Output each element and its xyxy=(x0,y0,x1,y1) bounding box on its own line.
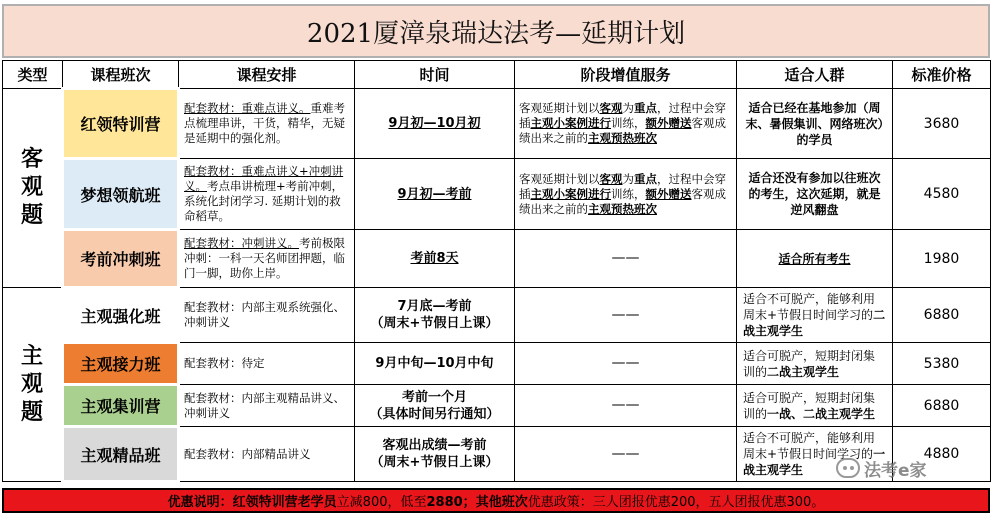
table-header-row xyxy=(3,61,991,89)
header-schedule: 课程安排 xyxy=(179,61,355,89)
table-row xyxy=(3,230,991,288)
stage-service: —— xyxy=(515,230,737,288)
standard-price: 4880 xyxy=(893,427,991,482)
category-subjective xyxy=(3,288,63,482)
header-course: 课程班次 xyxy=(63,61,179,89)
course-schedule xyxy=(179,159,355,230)
header-time: 时间 xyxy=(355,61,515,89)
watermark xyxy=(836,454,927,482)
course-name: 主观精品班 xyxy=(63,427,179,482)
header-service: 阶段增值服务 xyxy=(515,61,737,89)
course-plan-table xyxy=(2,60,991,483)
category-objective-label: 客观题 xyxy=(20,147,43,228)
category-objective xyxy=(3,89,63,288)
schedule-detail: 考前极限冲刺：一科一天名师团押题，临门一脚，助你上岸。 xyxy=(184,236,345,280)
stage-service: —— xyxy=(515,288,737,343)
header-type: 类型 xyxy=(3,61,63,89)
stage-service: 客观延期计划以客观为重点，过程中会穿插主观小案例进行训练，额外赠送客观成绩出来之前的主观预热班次 xyxy=(515,89,737,159)
target-audience: 适合不可脱产，能够利用周末+节假日时间学习的一战主观学生 xyxy=(737,427,893,482)
stage-service: —— xyxy=(515,343,737,385)
header-audience: 适合人群 xyxy=(737,61,893,89)
course-name: 考前冲刺班 xyxy=(63,230,179,288)
standard-price: 4580 xyxy=(893,159,991,230)
standard-price: 6880 xyxy=(893,288,991,343)
wechat-bubble-icon xyxy=(836,458,860,478)
course-time xyxy=(355,385,515,427)
course-schedule: 配套教材：内部主观系统强化、冲刺讲义 xyxy=(179,288,355,343)
course-name: 主观集训营 xyxy=(63,385,179,427)
target-audience: 适合不可脱产，能够利用周末+节假日时间学习的二战主观学生 xyxy=(737,288,893,343)
time-range: 9月中旬—10月中旬 xyxy=(375,356,494,371)
standard-price: 1980 xyxy=(893,230,991,288)
table-row xyxy=(3,288,991,343)
discount-note: 优惠说明： 红领特训营老学员 立减800，低至 2880； 其他班次 优惠政策：三人团报优惠200，五人团报优惠300。 xyxy=(2,488,990,513)
watermark-text: 法考e家 xyxy=(864,460,927,481)
course-time xyxy=(355,343,515,385)
schedule-material: 配套教材：重难点讲义+冲刺讲义。 xyxy=(184,164,344,193)
time-note: （具体时间另行通知） xyxy=(369,406,500,422)
course-name: 主观接力班 xyxy=(63,343,179,385)
time-range: 考前一个月 xyxy=(401,389,467,405)
course-schedule xyxy=(179,89,355,159)
course-schedule xyxy=(179,230,355,288)
course-schedule: 配套教材：内部精品讲义 xyxy=(179,427,355,482)
course-schedule: 配套教材：内部主观精品讲义、冲刺讲义 xyxy=(179,385,355,427)
course-time xyxy=(355,427,515,482)
course-time xyxy=(355,89,515,159)
discount-label: 优惠说明： xyxy=(167,495,233,510)
course-time xyxy=(355,159,515,230)
header-price: 标准价格 xyxy=(893,61,991,89)
course-time xyxy=(355,230,515,288)
stage-service: —— xyxy=(515,427,737,482)
time-range: 7月底—考前 xyxy=(397,299,472,314)
stage-service: 客观延期计划以客观为重点，过程中会穿插主观小案例进行训练，额外赠送客观成绩出来之前的主观预热班次 xyxy=(515,159,737,230)
standard-price: 6880 xyxy=(893,385,991,427)
schedule-material: 配套教材：重难点讲义。 xyxy=(184,101,311,115)
category-subjective-label: 主观题 xyxy=(20,343,43,425)
time-range: 9月初—考前 xyxy=(397,186,472,202)
table-row xyxy=(3,343,991,385)
standard-price: 5380 xyxy=(893,343,991,385)
time-range: 9月初—10月初 xyxy=(388,116,481,131)
course-name: 红领特训营 xyxy=(63,89,179,159)
course-name: 梦想领航班 xyxy=(63,159,179,230)
time-note: （周末+节假日上课） xyxy=(370,455,499,470)
stage-service: —— xyxy=(515,385,737,427)
target-audience: 适合所有考生 xyxy=(737,230,893,288)
schedule-detail: 考点串讲梳理+考前冲刺，系统化封闭学习. 延期计划的救命稻草。 xyxy=(184,179,344,223)
time-range: 考前8天 xyxy=(410,251,459,266)
schedule-detail: 重难考点梳理串讲，干货，精华，无疑是延期中的强化剂。 xyxy=(184,101,345,145)
table-row xyxy=(3,159,991,230)
page-title: 2021厦漳泉瑞达法考—延期计划 xyxy=(2,4,990,58)
standard-price: 3680 xyxy=(893,89,991,159)
target-audience: 适合可脱产，短期封闭集训的二战主观学生 xyxy=(737,343,893,385)
schedule-material: 配套教材：冲刺讲义。 xyxy=(184,236,299,250)
course-schedule: 配套教材：待定 xyxy=(179,343,355,385)
course-time xyxy=(355,288,515,343)
time-note: （周末+节假日上课） xyxy=(370,316,499,331)
target-audience: 适合还没有参加以往班次的考生，这次延期，就是逆风翻盘 xyxy=(737,159,893,230)
table-row xyxy=(3,89,991,159)
time-range: 客观出成绩—考前 xyxy=(382,438,487,453)
table-row xyxy=(3,385,991,427)
course-name: 主观强化班 xyxy=(63,288,179,343)
target-audience: 适合已经在基地参加（周末、暑假集训、网络班次）的学员 xyxy=(737,89,893,159)
target-audience: 适合可脱产，短期封闭集训的一战、二战主观学生 xyxy=(737,385,893,427)
